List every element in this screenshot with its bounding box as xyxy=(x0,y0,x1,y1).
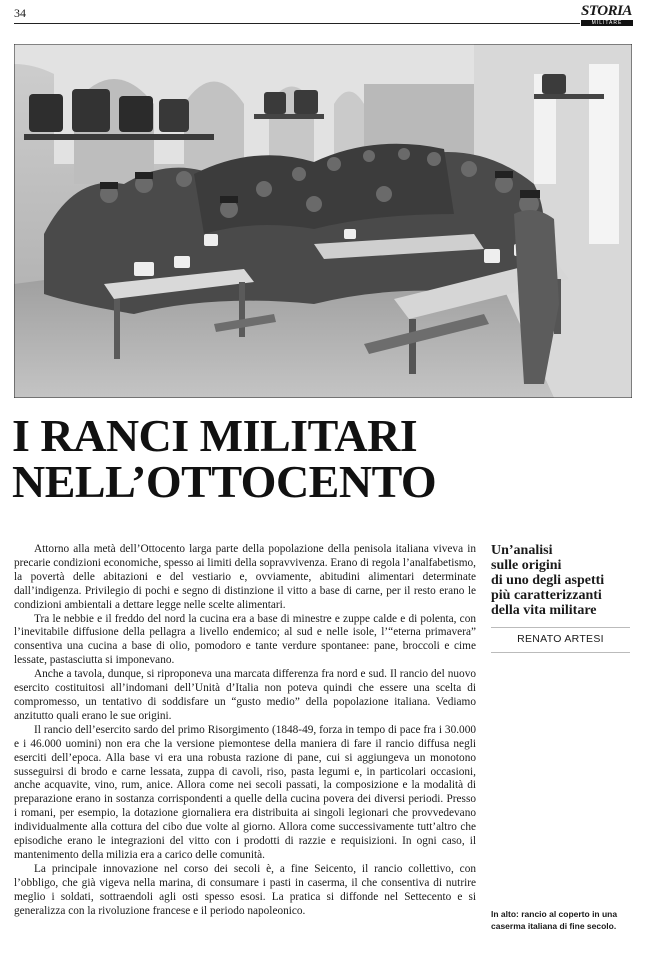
subtitle-line: sulle origini xyxy=(491,558,562,573)
photo-caption xyxy=(491,909,633,932)
body-paragraph: Il rancio dell’esercito sardo del primo Risorgimento (1848-49, forza in tempo di pace fra i 30.000 e i 46.000 uomini) non era che la versione piemontese della maniera di fare il rancio diffusa negli eserciti dell’epoca. Alla base vi era una robusta razione di pane, cui si aggiungeva un monotono susseguirsi di brodo e carne lessata, zuppa di cavoli, riso, pasta legumi e, in particolari occasioni, anche acquavite, vino, rum, anice. Allora come nei secoli passati, la composizione e la modalità di preparazione erano in sostanza corrispondenti a quelle della cucina povera dei diversi periodi. Presso i romani, per esempio, la dotazione giornaliera era distribuita ai singoli legionari che provvedevano individualmente alla cottura del cibo due volte al giorno. Allora come successivamente tutt’altro che episodiche erano le integrazioni del vitto con i prodotti di razzie e requisizioni. In ogni caso, il mantenimento della milizia era a carico delle comunità. xyxy=(14,723,476,861)
author-rule-top xyxy=(491,627,630,628)
body-paragraph: Attorno alla metà dell’Ottocento larga parte della popolazione della penisola italiana viveva in precarie condizioni economiche, spesso ai limiti della sopravvivenza. Erano di regola l’analfabetismo, la povertà delle abitazioni e del vestiario e, ovviamente, abitudini alimentari determinate dall’indigenza. Privilegio di pochi e segno di distinzione il vitto a base di carne, per il resto erano le condizioni ambientali a dettare legge nelle scelte alimentari. xyxy=(14,543,476,611)
title-line-1: I RANCI MILITARI xyxy=(12,410,418,461)
logo-sub-text: MILITARE xyxy=(581,20,633,26)
article-subtitle xyxy=(491,543,636,618)
caption-line: In alto: rancio al coperto in una xyxy=(491,909,618,919)
title-line-2: NELL’OTTOCENTO xyxy=(12,456,437,507)
article-body xyxy=(14,543,476,918)
author-rule-bottom xyxy=(491,652,630,653)
subtitle-line: di uno degli aspetti xyxy=(491,573,605,588)
magazine-logo xyxy=(581,4,633,26)
mess-hall-photo-icon xyxy=(14,44,632,398)
header-rule xyxy=(14,23,580,24)
body-paragraph: Anche a tavola, dunque, si riproponeva una marcata differenza fra nord e sud. Il rancio del nuovo esercito costituitosi all’indomani dell’Unità d’Italia non poteva quindi che essere una scelta di compromesso, un tentativo di soddisfare un “gusto medio” della popolazione italiana. Vediamo anzitutto quali erano le sue origini. xyxy=(14,668,476,722)
body-paragraph: La principale innovazione nel corso dei secoli è, a fine Seicento, il rancio collettivo, con l’obbligo, che già vigeva nella marina, di consumare i pasti in caserma, il che consentiva di nutrire meglio i soldati, sottraendoli agli osti spesso esosi. La pratica si diffonde nel Settecento e si generalizza con la rivoluzione francese e il periodo napoleonico. xyxy=(14,862,476,917)
archival-photo xyxy=(14,44,632,398)
page-number: 34 xyxy=(14,6,26,20)
logo-main-text: STORIA xyxy=(581,3,632,19)
caption-line: caserma italiana di fine secolo. xyxy=(491,920,617,931)
subtitle-line: della vita militare xyxy=(491,603,597,618)
article-title xyxy=(12,410,632,507)
body-paragraph: Tra le nebbie e il freddo del nord la cucina era a base di minestre e zuppe calde e di polenta, con l’inevitabile diffusione della pellagra a livello endemico; al sud e nelle isole, l’“eterna primavera” consentiva una cucina a base di olio, pomodoro e tante verdure spontanee: pane, broccoli e cime lessate, pastasciutta si imponevano. xyxy=(14,612,476,667)
subtitle-line: più caratterizzanti xyxy=(491,588,602,603)
author-byline: RENATO ARTESI xyxy=(517,633,604,645)
subtitle-line: Un’analisi xyxy=(491,543,553,558)
